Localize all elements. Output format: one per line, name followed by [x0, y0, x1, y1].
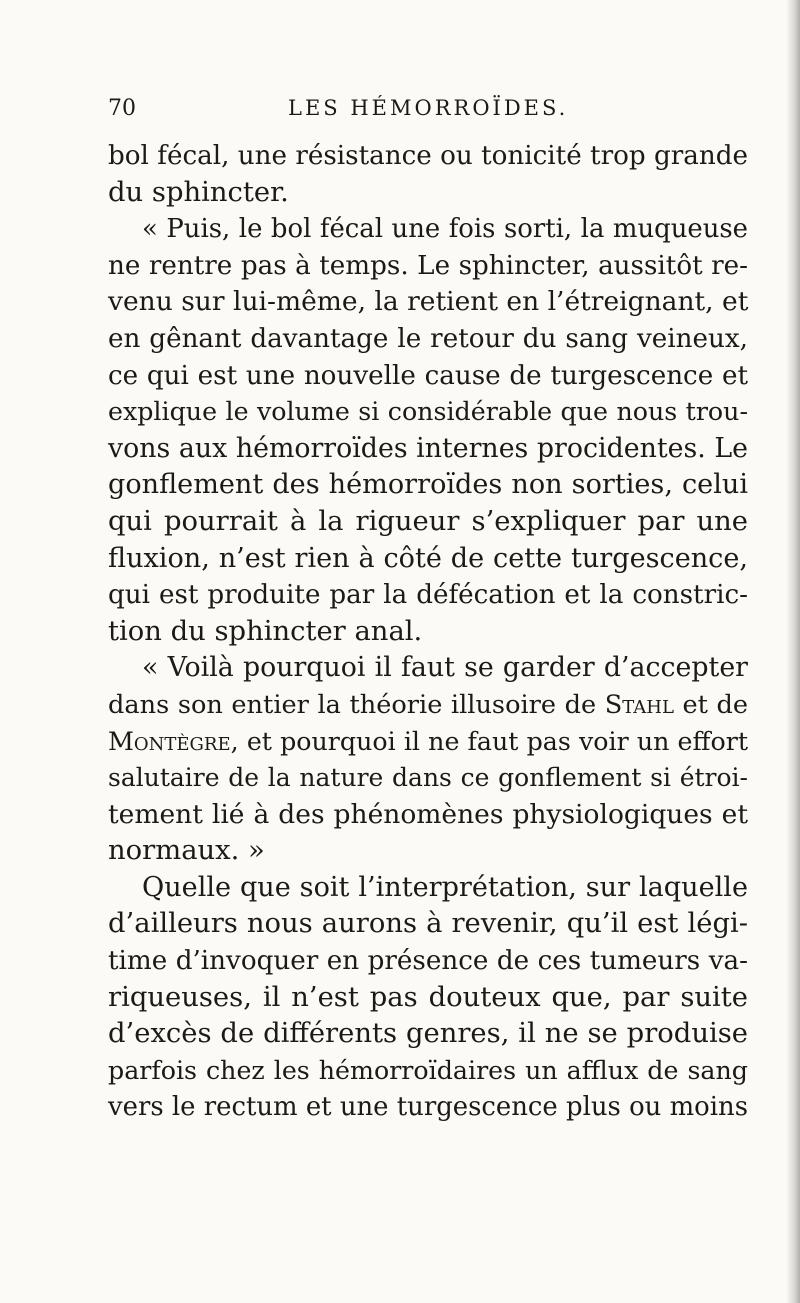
- text-line: tion du sphincter anal.: [108, 615, 423, 647]
- text-line: ne rentre pas à temps. Le sphincter, aussitôt re-: [108, 250, 748, 281]
- text-run: et de: [673, 689, 749, 720]
- text-line: « Voilà pourquoi il faut se garder d’accepter: [142, 652, 748, 684]
- text-line: explique le volume si considérable que nous trou-: [108, 397, 748, 427]
- text-line: « Puis, le bol fécal une fois sorti, la muqueuse: [142, 214, 748, 245]
- text-line: qui est produite par la défécation et la constric-: [108, 580, 748, 611]
- text-line: gonflement des hémorroïdes non sorties, celui: [108, 469, 748, 501]
- text-line: Quelle que soit l’interprétation, sur laquelle: [142, 871, 748, 903]
- running-title: LES HÉMORROÏDES.: [288, 96, 569, 120]
- text-run: dans son entier la théorie illusoire de: [108, 689, 605, 720]
- text-line: ce qui est une nouvelle cause de turgescence et: [108, 360, 748, 391]
- text-line: bol fécal, une résistance ou tonicité trop grande: [108, 141, 748, 171]
- page-header: [108, 96, 748, 126]
- body-text: [108, 138, 748, 1126]
- text-line: vers le rectum et une turgescence plus ou moins: [108, 1092, 748, 1123]
- text-line: tement lié à des phénomènes physiologiques et: [108, 798, 748, 830]
- text-line: [108, 687, 748, 724]
- text-line: time d’invoquer en présence de ces tumeurs va-: [108, 946, 748, 977]
- text-line: normaux. »: [108, 835, 265, 867]
- text-line: riqueuses, il n’est pas douteux que, par suite: [108, 981, 748, 1013]
- text-line: venu sur lui-même, la retient en l’étreignant, et: [108, 286, 749, 318]
- author-name-stahl: Stahl: [604, 689, 674, 720]
- text-line: vons aux hémorroïdes internes procidentes. Le: [108, 432, 748, 464]
- author-name-montegre: Montègre: [108, 726, 231, 756]
- page-edge-shadow: [786, 0, 800, 1303]
- text-line: du sphincter.: [108, 176, 289, 208]
- text-line: en gênant davantage le retour du sang veineux,: [108, 323, 748, 354]
- text-line: d’excès de différents genres, il ne se produise: [108, 1018, 748, 1050]
- text-line: qui pourrait à la rigueur s’expliquer par une: [108, 505, 748, 537]
- text-line: parfois chez les hémorroïdaires un afflux de sang: [108, 1055, 748, 1085]
- text-line: d’ailleurs nous aurons à revenir, qu’il est légi-: [108, 908, 748, 940]
- text-line: salutaire de la nature dans ce gonflement si étroi-: [108, 763, 748, 793]
- text-line: [108, 724, 748, 761]
- text-line: fluxion, n’est rien à côté de cette turgescence,: [108, 542, 748, 574]
- page-number: 70: [108, 96, 136, 121]
- text-run: , et pourquoi il ne faut pas voir un effort: [230, 726, 748, 756]
